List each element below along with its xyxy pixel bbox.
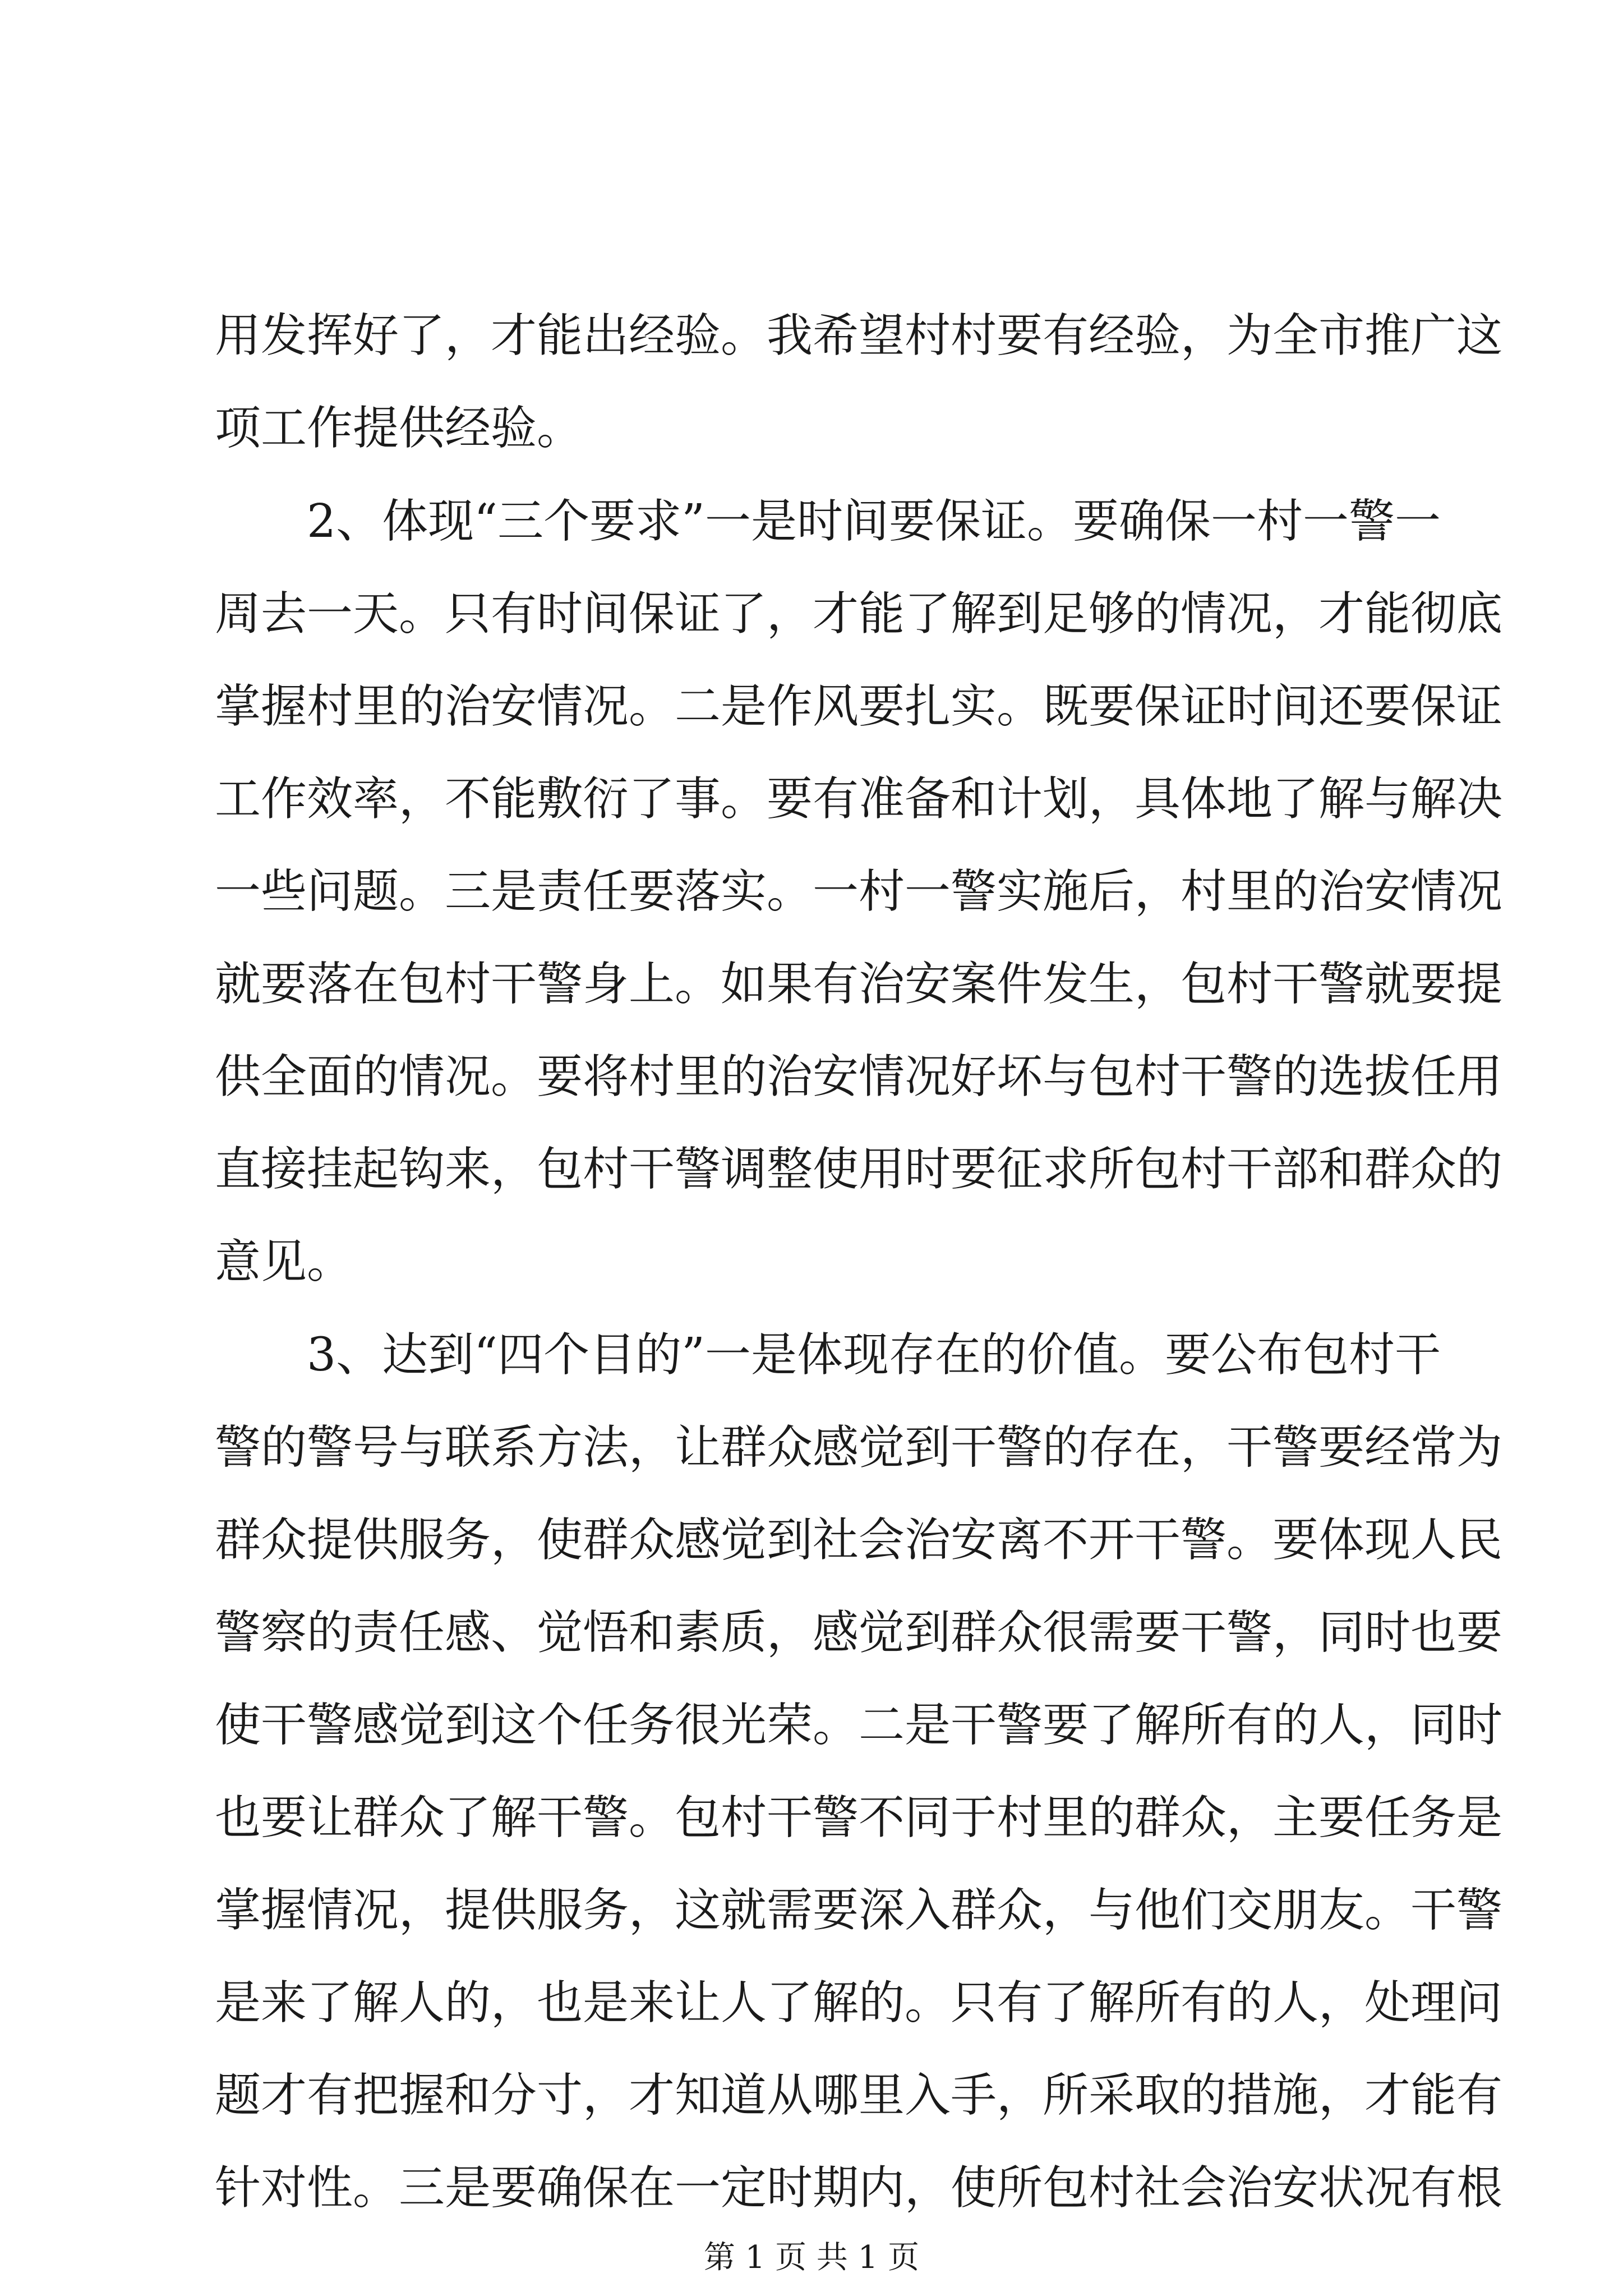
text-line-10: 直接挂起钩来，包村干警调整使用时要征求所包村干部和群众的 — [215, 1143, 1503, 1196]
page-footer: 第 1 页 共 1 页 — [703, 2239, 920, 2276]
text-line-13: 警的警号与联系方法，让群众感觉到干警的存在，干警要经常为 — [215, 1421, 1503, 1474]
text-line-19: 是来了解人的，也是来让人了解的。只有了解所有的人，处理问 — [215, 1976, 1503, 2030]
text-line-12: 3、达到“四个目的”一是体现存在的价值。要公布包村干 — [215, 1328, 1441, 1382]
text-line-4: 周去一天。只有时间保证了，才能了解到足够的情况，才能彻底 — [215, 587, 1503, 641]
text-line-17: 也要让群众了解干警。包村干警不同于村里的群众，主要任务是 — [215, 1791, 1503, 1844]
text-line-5: 掌握村里的治安情况。二是作风要扎实。既要保证时间还要保证 — [215, 680, 1503, 733]
text-line-9: 供全面的情况。要将村里的治安情况好坏与包村干警的选拔任用 — [215, 1050, 1503, 1103]
text-line-2: 项工作提供经验。 — [215, 402, 583, 455]
text-line-1: 用发挥好了，才能出经验。我希望村村要有经验，为全市推广这 — [215, 309, 1503, 362]
text-line-15: 警察的责任感、觉悟和素质，感觉到群众很需要干警，同时也要 — [215, 1606, 1503, 1659]
text-line-11: 意见。 — [215, 1235, 353, 1289]
text-line-21: 针对性。三是要确保在一定时期内，使所包村社会治安状况有根 — [215, 2161, 1503, 2215]
text-line-3: 2、体现“三个要求”一是时间要保证。要确保一村一警一 — [215, 495, 1441, 548]
text-line-6: 工作效率，不能敷衍了事。要有准备和计划，具体地了解与解决 — [215, 772, 1503, 826]
text-line-16: 使干警感觉到这个任务很光荣。二是干警要了解所有的人，同时 — [215, 1699, 1503, 1752]
text-line-7: 一些问题。三是责任要落实。一村一警实施后，村里的治安情况 — [215, 865, 1503, 918]
text-line-18: 掌握情况，提供服务，这就需要深入群众，与他们交朋友。干警 — [215, 1884, 1503, 1937]
text-line-8: 就要落在包村干警身上。如果有治安案件发生，包村干警就要提 — [215, 958, 1503, 1011]
text-line-20: 题才有把握和分寸，才知道从哪里入手，所采取的措施，才能有 — [215, 2069, 1503, 2122]
text-line-14: 群众提供服务，使群众感觉到社会治安离不开干警。要体现人民 — [215, 1513, 1503, 1567]
